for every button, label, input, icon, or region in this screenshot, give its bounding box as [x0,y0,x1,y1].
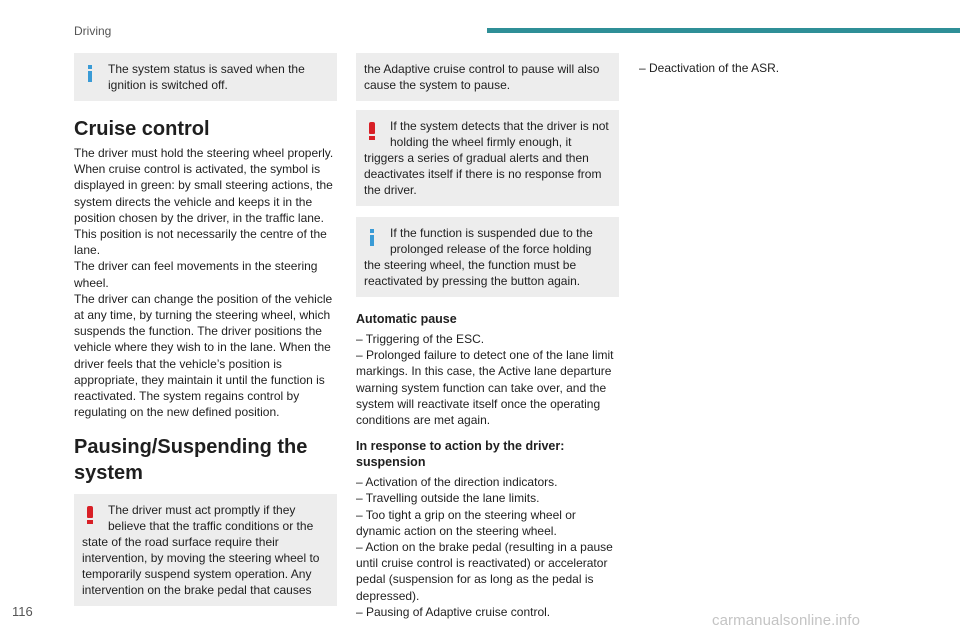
heading-automatic-pause: Automatic pause [356,312,457,326]
info-note [356,217,619,297]
warning-note [356,110,619,206]
note-continued [356,53,619,101]
list-item: – Deactivation of the ASR. [639,61,780,75]
warning-note-first-line: If the system detects that the driver is not [390,119,609,133]
note-continued-text: the Adaptive cruise control to pause will also cause the system to pause. [364,62,600,92]
page-number: 116 [12,604,33,619]
cruise-paragraph: The driver can change the position of the vehicle at any time, by turning the steering wheel, which suspends the function. The driver positions the vehicle where they wish to in the lane. When the driver feels that the vehicle’s position is appropriate, they maintain it until the function is reactivated. The system regains control by regulating on the new defined position. [74,291,333,420]
warning-note-text: believe that the traffic conditions or the state of the road surface require their intervention, by moving the steering wheel to temporarily suspend system operation. Any intervention on the brake pedal that causes [82,519,320,598]
cruise-paragraph: The driver must hold the steering wheel properly. [74,146,334,160]
warning-icon [369,122,375,140]
list-item: – Action on the brake pedal (resulting in a pause until cruise control is reactivated) or accelerator pedal (suspension for as long as the pedal is depressed). [356,540,613,603]
heading-cruise-control: Cruise control [74,118,210,140]
list-item: – Pausing of Adaptive cruise control. [356,604,551,619]
list-item: – Activation of the direction indicators. [356,475,558,490]
warning-note-first-line: The driver must act promptly if they [108,503,296,518]
warning-note-text: holding the wheel firmly enough, it triggers a series of gradual alerts and then deactivates itself if there is no response from the driver. [364,135,602,197]
column-2 [356,53,619,620]
warning-icon [87,506,93,524]
watermark: carmanualsonline.info [712,612,861,629]
list-item: – Prolonged failure to detect one of the lane limit markings. In this case, the Active lane departure warning system function can take over, and the system will reactivate itself once the operating conditions are met again. [356,348,614,428]
section-header: Driving [74,24,112,38]
suspension-list [356,474,619,620]
column-3 [639,60,902,76]
info-icon [88,65,92,82]
info-icon [370,229,374,246]
header-accent-bar [487,28,960,33]
info-note-first-line: If the function is suspended due to the [390,226,593,240]
info-note-text: prolonged release of the force holding the steering wheel, the function must be reactivated by pressing the button again. [364,242,592,288]
column-1 [74,53,337,617]
heading-pausing: Pausing/Suspending the system [74,436,308,485]
info-note [74,53,337,101]
info-note-text: The system status is saved when the ignition is switched off. [108,62,305,92]
heading-suspension: In response to action by the driver: suspension [356,439,565,470]
list-item: – Triggering of the ESC. [356,332,485,346]
automatic-pause-list [356,331,619,428]
cruise-paragraph: The driver can feel movements in the steering wheel. [74,259,318,290]
list-item: – Too tight a grip on the steering wheel or dynamic action on the steering wheel. [356,507,576,538]
cruise-paragraph: When cruise control is activated, the symbol is displayed in green: by small steering actions, the system directs the vehicle and keeps it in the position chosen by the driver, in the traffic lane. This position is not necessarily the centre of the lane. [74,162,333,258]
list-item: – Travelling outside the lane limits. [356,491,540,506]
deactivation-list [639,60,902,76]
warning-note [74,494,337,606]
